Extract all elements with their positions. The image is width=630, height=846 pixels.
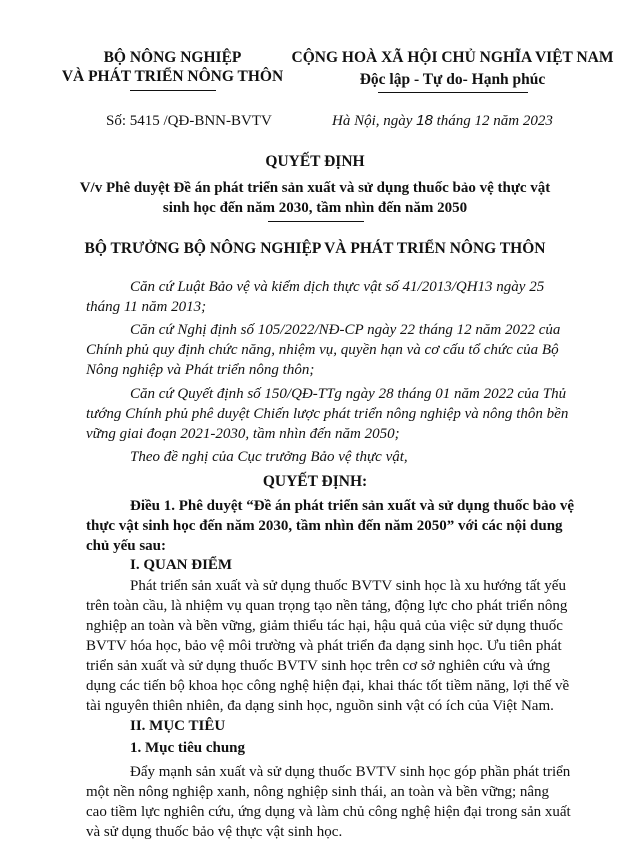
subject-underline: [268, 221, 364, 222]
basis-2-line3: Nông nghiệp và Phát triển nông thôn;: [86, 362, 315, 378]
article1-line3: chủ yếu sau:: [86, 538, 167, 554]
document-title: QUYẾT ĐỊNH: [265, 153, 365, 170]
section2-heading: II. MỤC TIÊU: [130, 718, 226, 734]
document-number: Số: 5415 /QĐ-BNN-BVTV: [106, 113, 272, 129]
section2-line4: và sử dụng thuốc bảo vệ thực vật sinh học.: [86, 824, 343, 840]
date-prefix: Hà Nội, ngày: [332, 113, 413, 129]
article1-line1: Điều 1. Phê duyệt “Đề án phát triển sản xuất và sử dụng thuốc bảo vệ: [130, 498, 575, 514]
basis-1-line1: Căn cứ Luật Bảo vệ và kiểm dịch thực vật số 41/2013/QH13 ngày 25: [130, 279, 545, 295]
section1-line7: tài nguyên thiên nhiên, đa dạng sinh học, nguồn sinh vật có ích của Việt Nam.: [86, 698, 554, 714]
basis-1-line2: tháng 11 năm 2013;: [86, 299, 207, 315]
article1-line2: thực vật sinh học đến năm 2030, tầm nhìn đến năm 2050” với các nội dung: [86, 518, 563, 534]
subject-line1: V/v Phê duyệt Đề án phát triển sản xuất và sử dụng thuốc bảo vệ thực vật: [79, 180, 551, 196]
date-day: 18: [416, 112, 433, 129]
section1-line1: Phát triển sản xuất và sử dụng thuốc BVTV sinh học là xu hướng tất yếu: [130, 578, 566, 594]
date-suffix: tháng 12 năm 2023: [436, 113, 553, 129]
basis-3-line3: vững giai đoạn 2021-2030, tầm nhìn đến năm 2050;: [86, 426, 400, 442]
national-title: CỘNG HOÀ XÃ HỘI CHỦ NGHĨA VIỆT NAM: [291, 49, 614, 66]
subject-line2: sinh học đến năm 2030, tầm nhìn đến năm 2050: [162, 200, 468, 216]
ministry-underline: [130, 90, 216, 91]
basis-4-line1: Theo đề nghị của Cục trưởng Bảo vệ thực vật,: [130, 449, 408, 465]
basis-2-line2: Chính phủ quy định chức năng, nhiệm vụ, quyền hạn và cơ cấu tổ chức của Bộ: [86, 342, 559, 358]
section2-line2: một nền nông nghiệp xanh, nông nghiệp sinh thái, an toàn và bền vững; nâng: [86, 784, 550, 800]
section2-subheading: 1. Mục tiêu chung: [130, 740, 246, 756]
national-motto: Độc lập - Tự do- Hạnh phúc: [359, 71, 546, 88]
document-date: [332, 111, 553, 131]
section1-heading: I. QUAN ĐIỂM: [130, 557, 233, 573]
section1-line2: trên toàn cầu, là nhiệm vụ quan trọng tạo nền tảng, động lực cho phát triển nông: [86, 598, 568, 614]
basis-3-line1: Căn cứ Quyết định số 150/QĐ-TTg ngày 28 tháng 01 năm 2022 của Thủ: [130, 386, 567, 402]
basis-3-line2: tướng Chính phủ phê duyệt Chiến lược phát triển nông nghiệp và nông thôn bền: [86, 406, 569, 422]
section1-line4: BVTV hóa học, bảo vệ môi trường và phát triển đa dạng sinh học. Ưu tiên phát: [86, 638, 562, 654]
section1-line6: dụng các tiến bộ khoa học công nghệ hiện đại, khai thác tốt tiềm năng, lợi thế về: [86, 678, 570, 694]
section2-line3: cao tiềm lực nghiên cứu, ứng dụng và làm chủ công nghệ hiện đại trong sản xuất: [86, 804, 571, 820]
motto-underline: [378, 92, 528, 93]
ministry-name-line2: VÀ PHÁT TRIỂN NÔNG THÔN: [61, 68, 284, 85]
section1-line5: triển sản xuất và sử dụng thuốc BVTV sinh học trên cơ sở nghiên cứu và ứng: [86, 658, 551, 674]
basis-2-line1: Căn cứ Nghị định số 105/2022/NĐ-CP ngày 22 tháng 12 năm 2022 của: [130, 322, 561, 338]
issuing-authority: BỘ TRƯỞNG BỘ NÔNG NGHIỆP VÀ PHÁT TRIỂN NÔNG THÔN: [84, 240, 546, 257]
ministry-name-line1: BỘ NÔNG NGHIỆP: [103, 49, 242, 66]
decision-heading: QUYẾT ĐỊNH:: [262, 473, 368, 490]
section2-line1: Đẩy mạnh sản xuất và sử dụng thuốc BVTV sinh học góp phần phát triển: [130, 764, 571, 780]
section1-line3: nghiệp an toàn và bền vững, giảm thiểu tác hại, hậu quả của việc sử dụng thuốc: [86, 618, 563, 634]
